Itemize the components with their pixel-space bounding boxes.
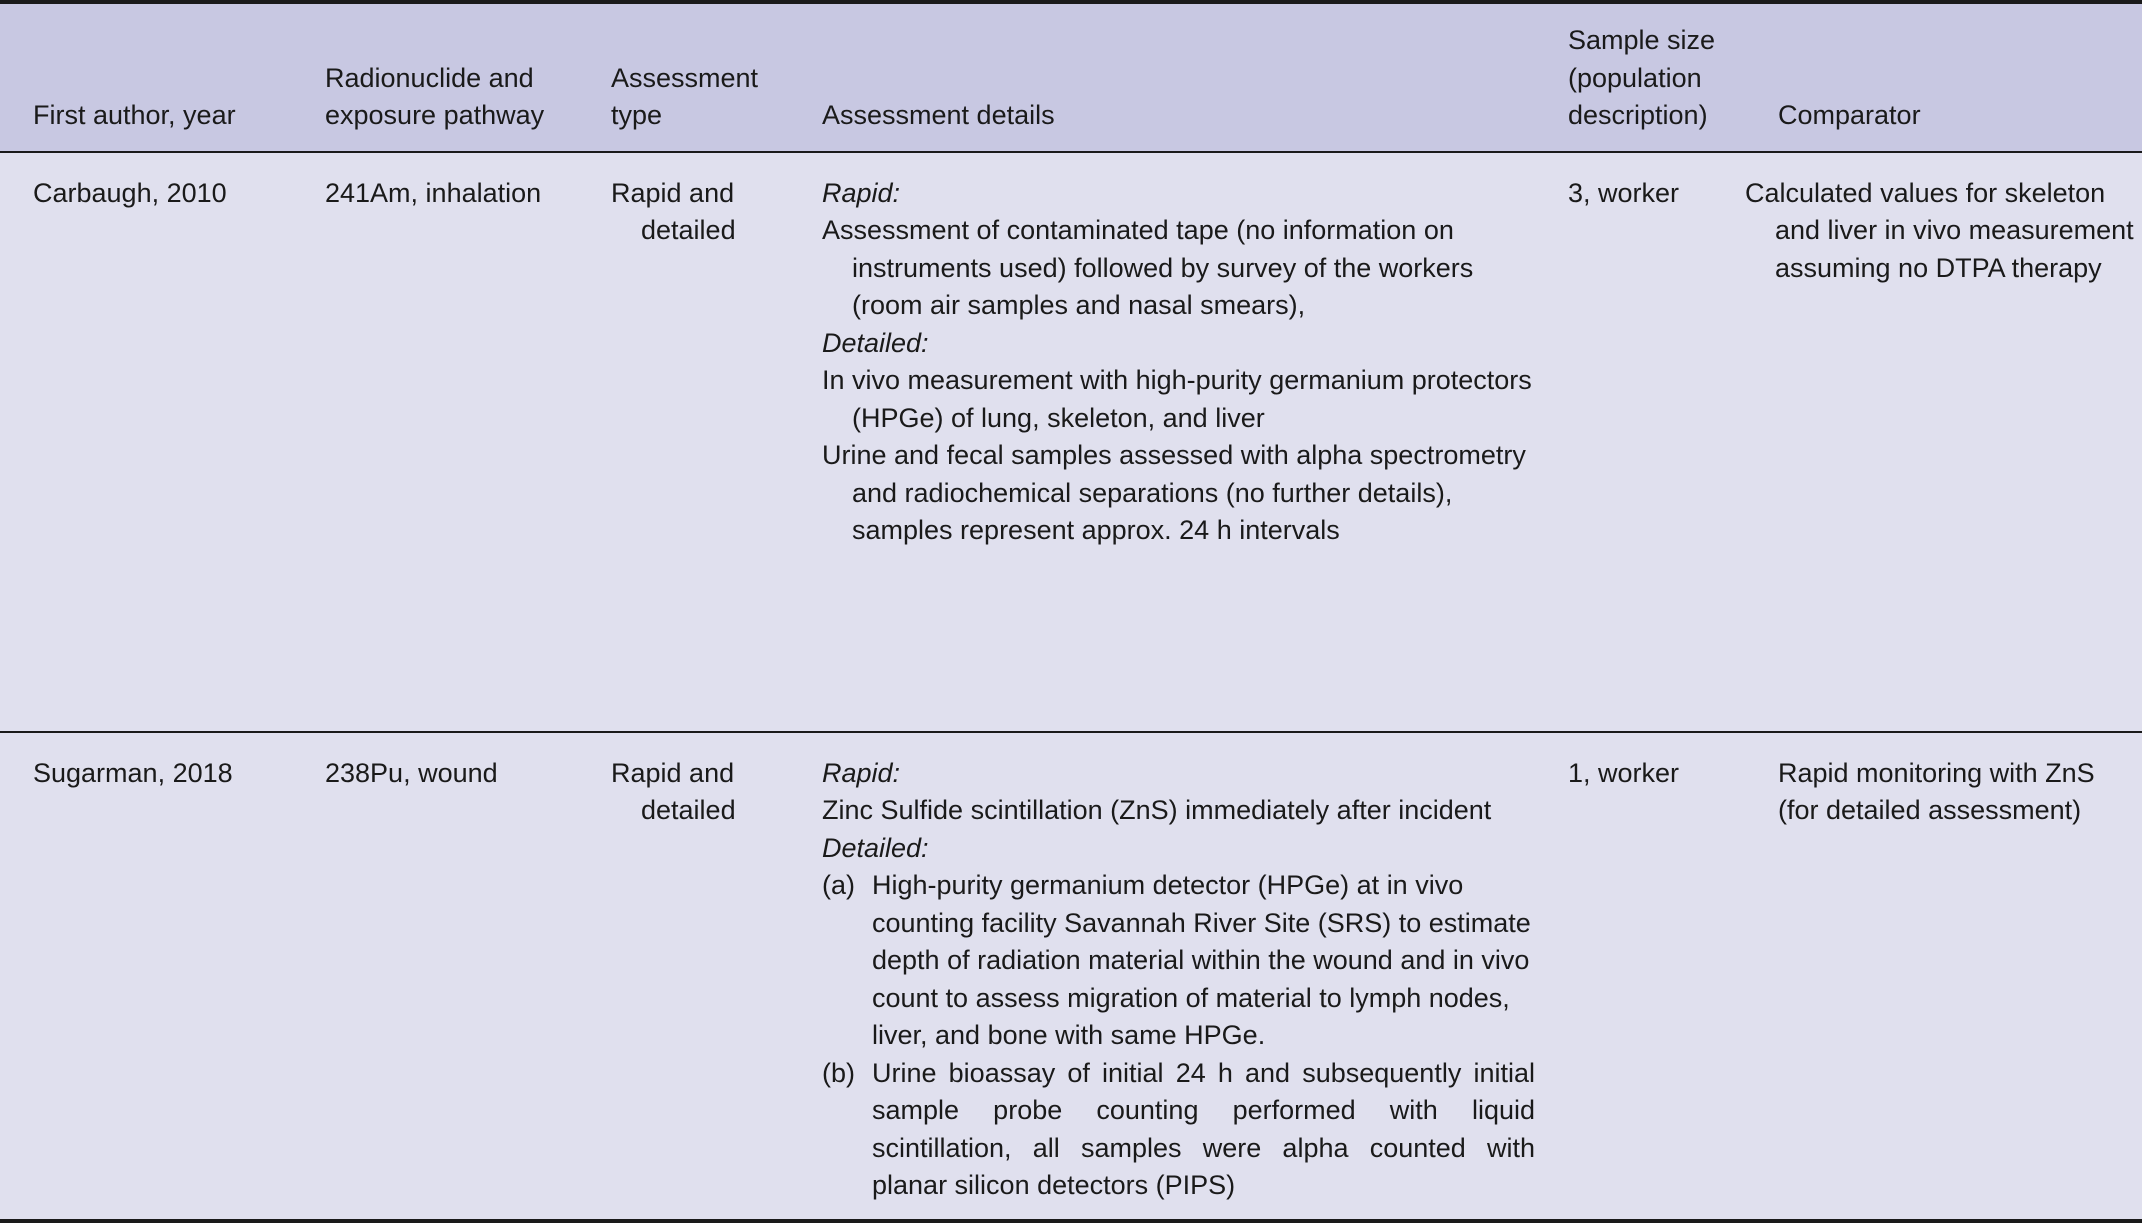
list-marker: (a)	[822, 870, 855, 900]
assessment-type-line2: detailed	[641, 215, 736, 245]
detailed-item: Urine and fecal samples assessed with alpha spectrometry and radiochemical separations (no further details), samples represent approx. 24 h intervals	[822, 440, 1526, 545]
rapid-item: Zinc Sulfide scintillation (ZnS) immediately after incident	[822, 795, 1492, 825]
header-first-author: First author, year	[33, 100, 236, 130]
detailed-label: Detailed:	[822, 327, 929, 358]
assessment-type-line2: detailed	[641, 795, 736, 825]
list-text: Urine bioassay of initial 24 h and subsequently initial sample probe counting performed with liquid scintillation, all samples were alpha counted with planar silicon detectors (PIPS)	[872, 1057, 1535, 1200]
cell-comparator: Calculated values for skeleton and liver in vivo measurement assuming no DTPA therapy	[1745, 177, 2134, 283]
rapid-label: Rapid:	[822, 757, 901, 788]
cell-comparator: Rapid monitoring with ZnS (for detailed assessment)	[1778, 757, 2095, 825]
table-row	[0, 152, 2142, 732]
detailed-list-item-b	[822, 1055, 1535, 1205]
cell-assessment-type	[578, 152, 789, 732]
assessment-type-line1: Rapid and	[611, 177, 735, 208]
header-comparator: Comparator	[1778, 100, 1921, 130]
cell-assessment-details	[789, 152, 1535, 732]
cell-author: Sugarman, 2018	[33, 757, 233, 788]
assessment-type-line1: Rapid and	[611, 757, 735, 788]
cell-author: Carbaugh, 2010	[33, 177, 227, 208]
cell-assessment-type	[578, 732, 789, 1221]
header-assessment-details: Assessment details	[822, 100, 1055, 130]
detailed-item: In vivo measurement with high-purity germanium protectors (HPGe) of lung, skeleton, and liver	[822, 365, 1532, 433]
table-body	[0, 152, 2142, 1221]
header-radionuclide: Radionuclide and exposure pathway	[325, 62, 545, 130]
cell-sample-size: 3, worker	[1568, 177, 1680, 208]
cell-assessment-details	[789, 732, 1535, 1221]
table-row	[0, 732, 2142, 1221]
cell-sample-size: 1, worker	[1568, 757, 1680, 788]
rapid-item: Assessment of contaminated tape (no information on instruments used) followed by survey of the workers (room air samples and nasal smears),	[822, 215, 1474, 320]
list-marker: (b)	[822, 1057, 855, 1088]
table-header	[0, 2, 2142, 152]
header-row	[0, 2, 2142, 152]
cell-radionuclide: 238Pu, wound	[325, 757, 498, 788]
header-sample-size: Sample size (population description)	[1568, 25, 1716, 130]
rapid-label: Rapid:	[822, 177, 901, 208]
header-assessment-type: Assessment type	[611, 62, 759, 130]
detailed-label: Detailed:	[822, 832, 929, 863]
list-text: High-purity germanium detector (HPGe) at in vivo counting facility Savannah River Site (SRS) to estimate depth of radiation material within the wound and in vivo count to assess migration of material to lymph nodes, liver, and bone with same HPGe.	[872, 870, 1531, 1050]
detailed-list-item-a	[822, 867, 1535, 1055]
cell-radionuclide: 241Am, inhalation	[325, 177, 542, 208]
